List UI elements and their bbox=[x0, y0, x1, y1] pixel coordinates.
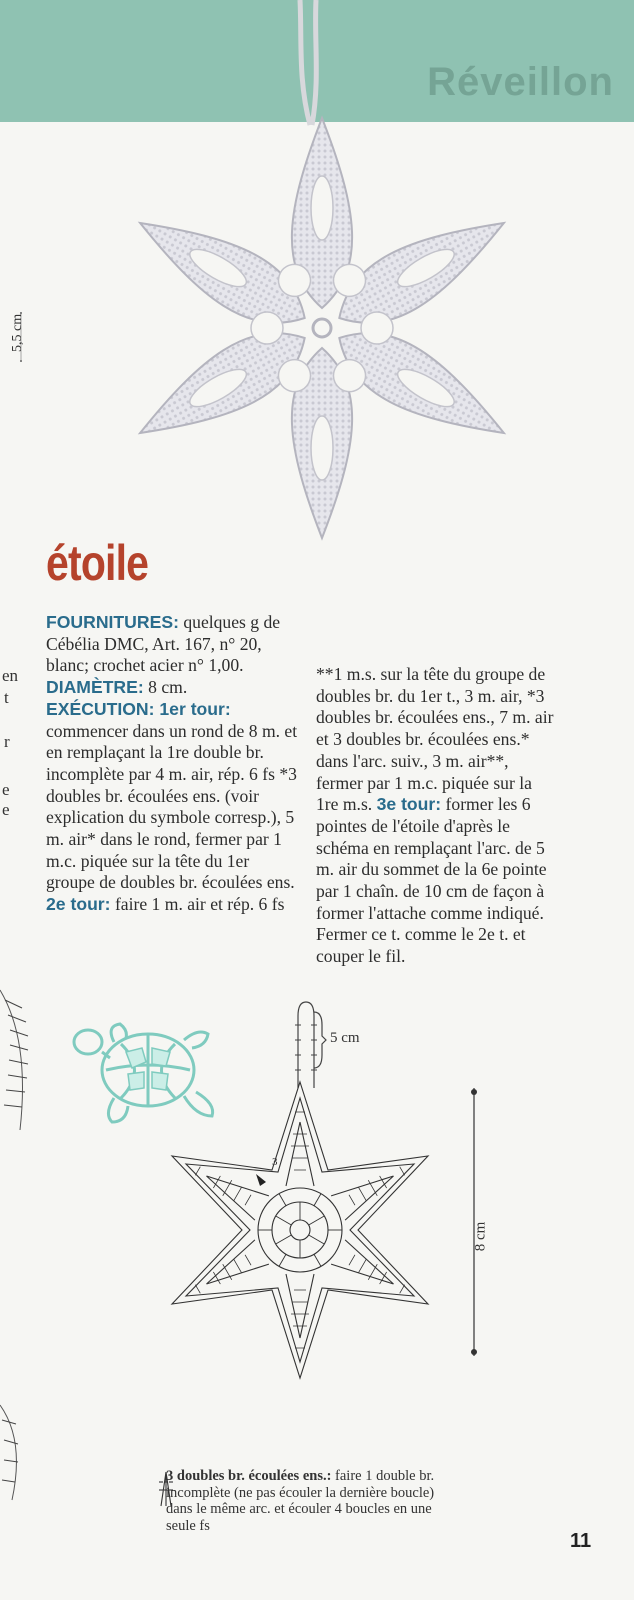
loop-bracket bbox=[312, 1010, 328, 1070]
left-edge-diagram-fragment bbox=[0, 1400, 30, 1510]
fournitures-heading: FOURNITURES: bbox=[46, 612, 179, 632]
margin-fragment: r bbox=[4, 732, 10, 751]
diametre-text: 8 cm. bbox=[148, 677, 188, 698]
margin-fragment: en bbox=[2, 666, 19, 685]
legend-title: 3 doubles br. écoulées ens.: bbox=[166, 1468, 332, 1484]
fournitures-text: quelques g de Cébélia DMC, Art. 167, n° 20, blanc; crochet acier n° 1,00. bbox=[46, 612, 281, 676]
round-marker: 3 bbox=[272, 1156, 278, 1168]
tour2-text: faire 1 m. air et rép. 6 fs bbox=[114, 894, 285, 915]
margin-fragment: e bbox=[2, 800, 10, 819]
instructions-column-2 bbox=[316, 664, 558, 968]
margin-fragment: t bbox=[4, 688, 9, 707]
loop-dimension-label: 5 cm bbox=[330, 1030, 360, 1046]
pattern-title: étoile bbox=[46, 535, 149, 591]
left-edge-diagram-fragment bbox=[0, 980, 40, 1140]
crochet-chart-diagram bbox=[166, 1080, 436, 1380]
execution-text: commencer dans un rond de 8 m. et en remplaçant la 1re double br. incomplète par 4 m. air, rép. 6 fs *3 doubles br. écoulées ens. (voir explication du symbole corresp.), 5 m. air* dans le rond, fermer par 1 m.c. piquée sur la tête du 1er groupe de doubles br. écoulées ens. bbox=[46, 720, 298, 893]
photo-dimension-label: 5,5 cm bbox=[10, 313, 25, 352]
column2-text-a: **1 m.s. sur la tête du groupe de doubles br. du 1er t., 3 m. air, *3 doubles br. écoulées ens., 7 m. air et 3 doubles br. écoulées ens.* dans l'arc. suiv., 3 m. air**, fermer par 1 m.c. piquée sur la 1re m.s. bbox=[316, 664, 554, 815]
header-ghost-text: Réveillon bbox=[427, 60, 614, 104]
column2-text-b: former les 6 pointes de l'étoile d'après le schéma en remplaçant l'arc. de 5 m. air du sommet de la 6e pointe par 1 chaîn. de 10 cm de façon à former l'attache comme indiqué. Fermer ce t. comme le 2e t. et couper le fil. bbox=[316, 794, 547, 967]
tour3-heading: 3e tour: bbox=[376, 794, 442, 815]
margin-fragment: e bbox=[2, 780, 10, 799]
execution-heading: EXÉCUTION: 1er tour: bbox=[46, 698, 231, 719]
diagram-height-label: 8 cm bbox=[472, 1221, 489, 1252]
legend-text: faire 1 double br. incomplète (ne pas écouler la dernière boucle) dans le même arc. et écouler 4 boucles en une seule fs bbox=[166, 1468, 435, 1534]
tour2-heading: 2e tour: bbox=[46, 894, 111, 915]
page-number: 11 bbox=[570, 1530, 592, 1552]
stitch-legend bbox=[166, 1468, 456, 1534]
instructions-column-1 bbox=[46, 612, 298, 916]
diametre-heading: DIAMÈTRE: bbox=[46, 677, 144, 698]
